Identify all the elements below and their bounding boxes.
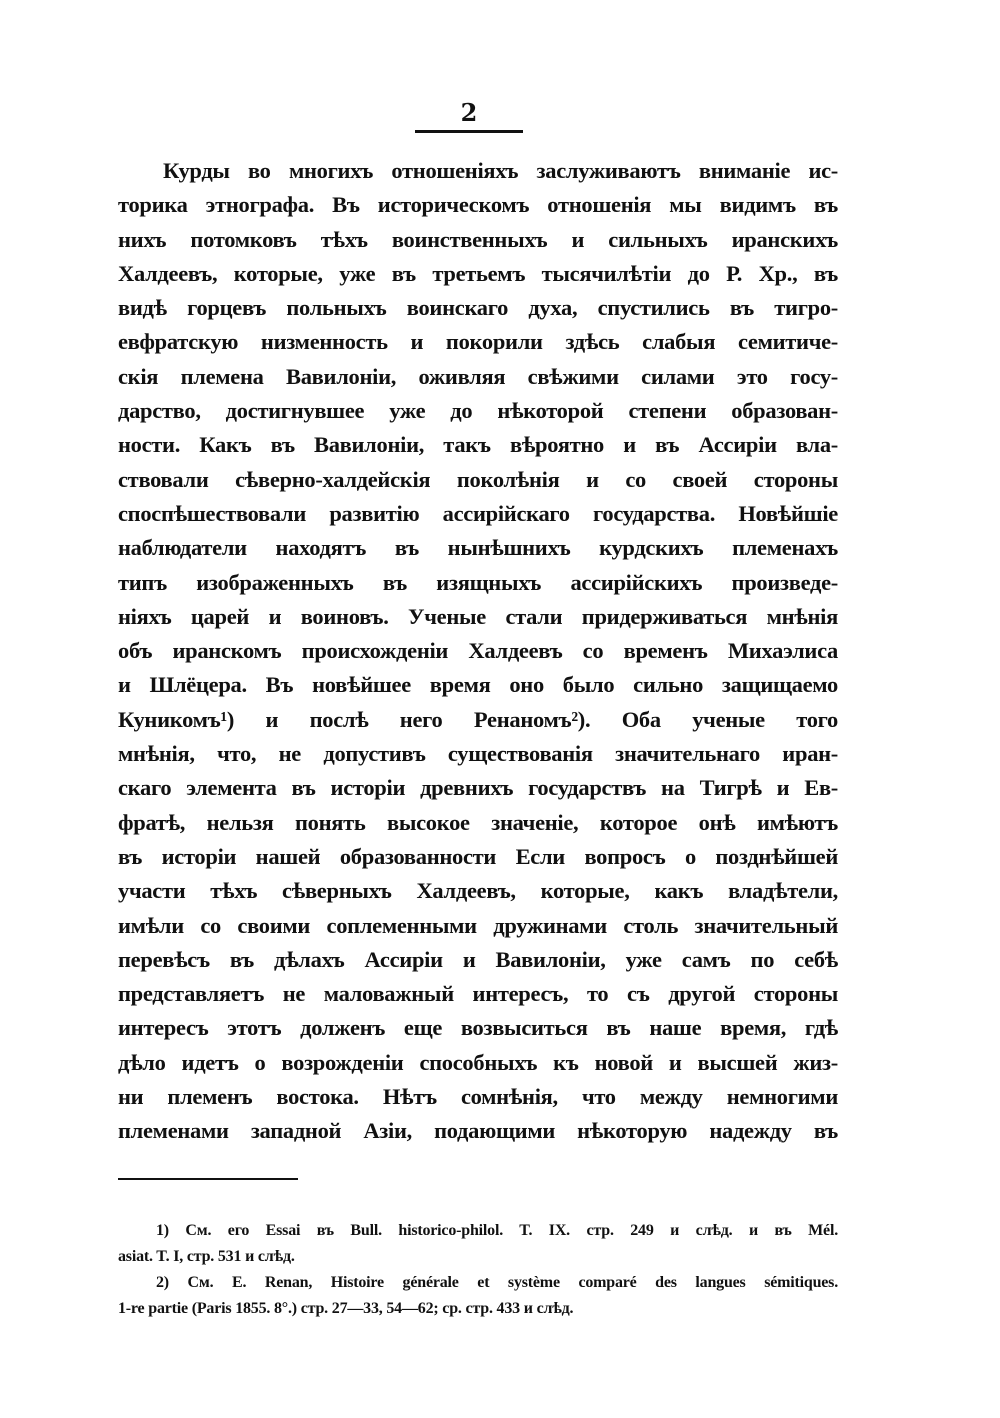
text-line: интересъ этотъ долженъ еще возвыситься въ наше время, гдѣ xyxy=(118,1015,838,1041)
text-line: Куникомъ¹) и послѣ него Ренаномъ²). Оба ученые того xyxy=(118,706,838,732)
text-line: наблюдатели находятъ въ нынѣшнихъ курдскихъ племенахъ xyxy=(118,535,838,561)
text-line: торика этнографа. Въ историческомъ отношенія мы видимъ въ xyxy=(118,192,838,218)
text-line: перевѣсъ въ дѣлахъ Ассиріи и Вавилоніи, уже самъ по себѣ xyxy=(118,946,838,972)
text-line: Курды во многихъ отношеніяхъ заслуживаютъ вниманіе ис- xyxy=(163,158,838,183)
text-line: племенами западной Азіи, подающими нѣкоторую надежду въ xyxy=(118,1118,838,1144)
footnotes xyxy=(118,1218,838,1322)
text-line: евфратскую низменность и покорили здѣсь слабыя семитиче- xyxy=(118,329,838,355)
footnote-line: asiat. T. I, стр. 531 и слѣд. xyxy=(118,1248,295,1265)
footnote-line: 1-re partie (Paris 1855. 8°.) стр. 27—33, 54—62; ср. стр. 433 и слѣд. xyxy=(118,1300,574,1317)
text-line: нихъ потомковъ тѣхъ воинственныхъ и сильныхъ иранскихъ xyxy=(118,226,838,252)
footnote-separator xyxy=(118,1178,298,1180)
text-line: мнѣнія, что, не допустивъ существованія значительнаго иран- xyxy=(118,741,838,767)
text-line: типъ изображенныхъ въ изящныхъ ассирійскихъ произведе- xyxy=(118,569,838,595)
body-text xyxy=(118,154,838,1149)
text-line: дѣло идетъ о возрожденіи способныхъ къ новой и высшей жиз- xyxy=(118,1049,838,1075)
text-line: дарство, достигнувшее уже до нѣкоторой степени образован- xyxy=(118,398,838,424)
text-line: объ иранскомъ происхожденіи Халдеевъ со временъ Михаэлиса xyxy=(118,638,838,664)
text-line: участи тѣхъ сѣверныхъ Халдеевъ, которые, какъ владѣтели, xyxy=(118,878,838,904)
page-number-rule xyxy=(415,130,523,133)
footnote-line: 1) См. его Essai въ Bull. historico-philol. T. IX. стр. 249 и слѣд. и въ Mél. xyxy=(156,1222,838,1239)
text-line: и Шлёцера. Въ новѣйшее время оно было сильно защищаемо xyxy=(118,672,838,698)
text-line: въ исторіи нашей образованности Если вопросъ о позднѣйшей xyxy=(118,843,838,869)
text-line: фратѣ, нельзя понять высокое значеніе, которое онѣ имѣютъ xyxy=(118,809,838,835)
text-line: представляетъ не маловажный интересъ, то съ другой стороны xyxy=(118,981,838,1007)
text-line: скія племена Вавилоніи, оживляя свѣжими силами это госу- xyxy=(118,363,838,389)
text-line: видѣ горцевъ польныхъ воинскаго духа, спустились въ тигро- xyxy=(118,295,838,321)
text-line: ни племенъ востока. Нѣтъ сомнѣнія, что между немногими xyxy=(118,1084,838,1110)
text-line: ніяхъ царей и воиновъ. Ученые стали придерживаться мнѣнія xyxy=(118,603,838,629)
text-line: имѣли со своими соплеменными дружинами столь значительный xyxy=(118,912,838,938)
text-line: ности. Какъ въ Вавилоніи, такъ вѣроятно и въ Ассиріи вла- xyxy=(118,432,838,458)
text-line: ствовали сѣверно-халдейскія поколѣнія и со своей стороны xyxy=(118,466,838,492)
text-line: споспѣшествовали развитію ассирійскаго государства. Новѣйшіе xyxy=(118,500,838,526)
page-number: 2 xyxy=(460,98,478,127)
text-line: скаго элемента въ исторіи древнихъ государствъ на Тигрѣ и Ев- xyxy=(118,775,838,801)
footnote-line: 2) См. E. Renan, Histoire générale et système comparé des langues sémitiques. xyxy=(156,1274,838,1291)
text-line: Халдеевъ, которые, уже въ третьемъ тысячилѣтіи до Р. Хр., въ xyxy=(118,260,838,286)
